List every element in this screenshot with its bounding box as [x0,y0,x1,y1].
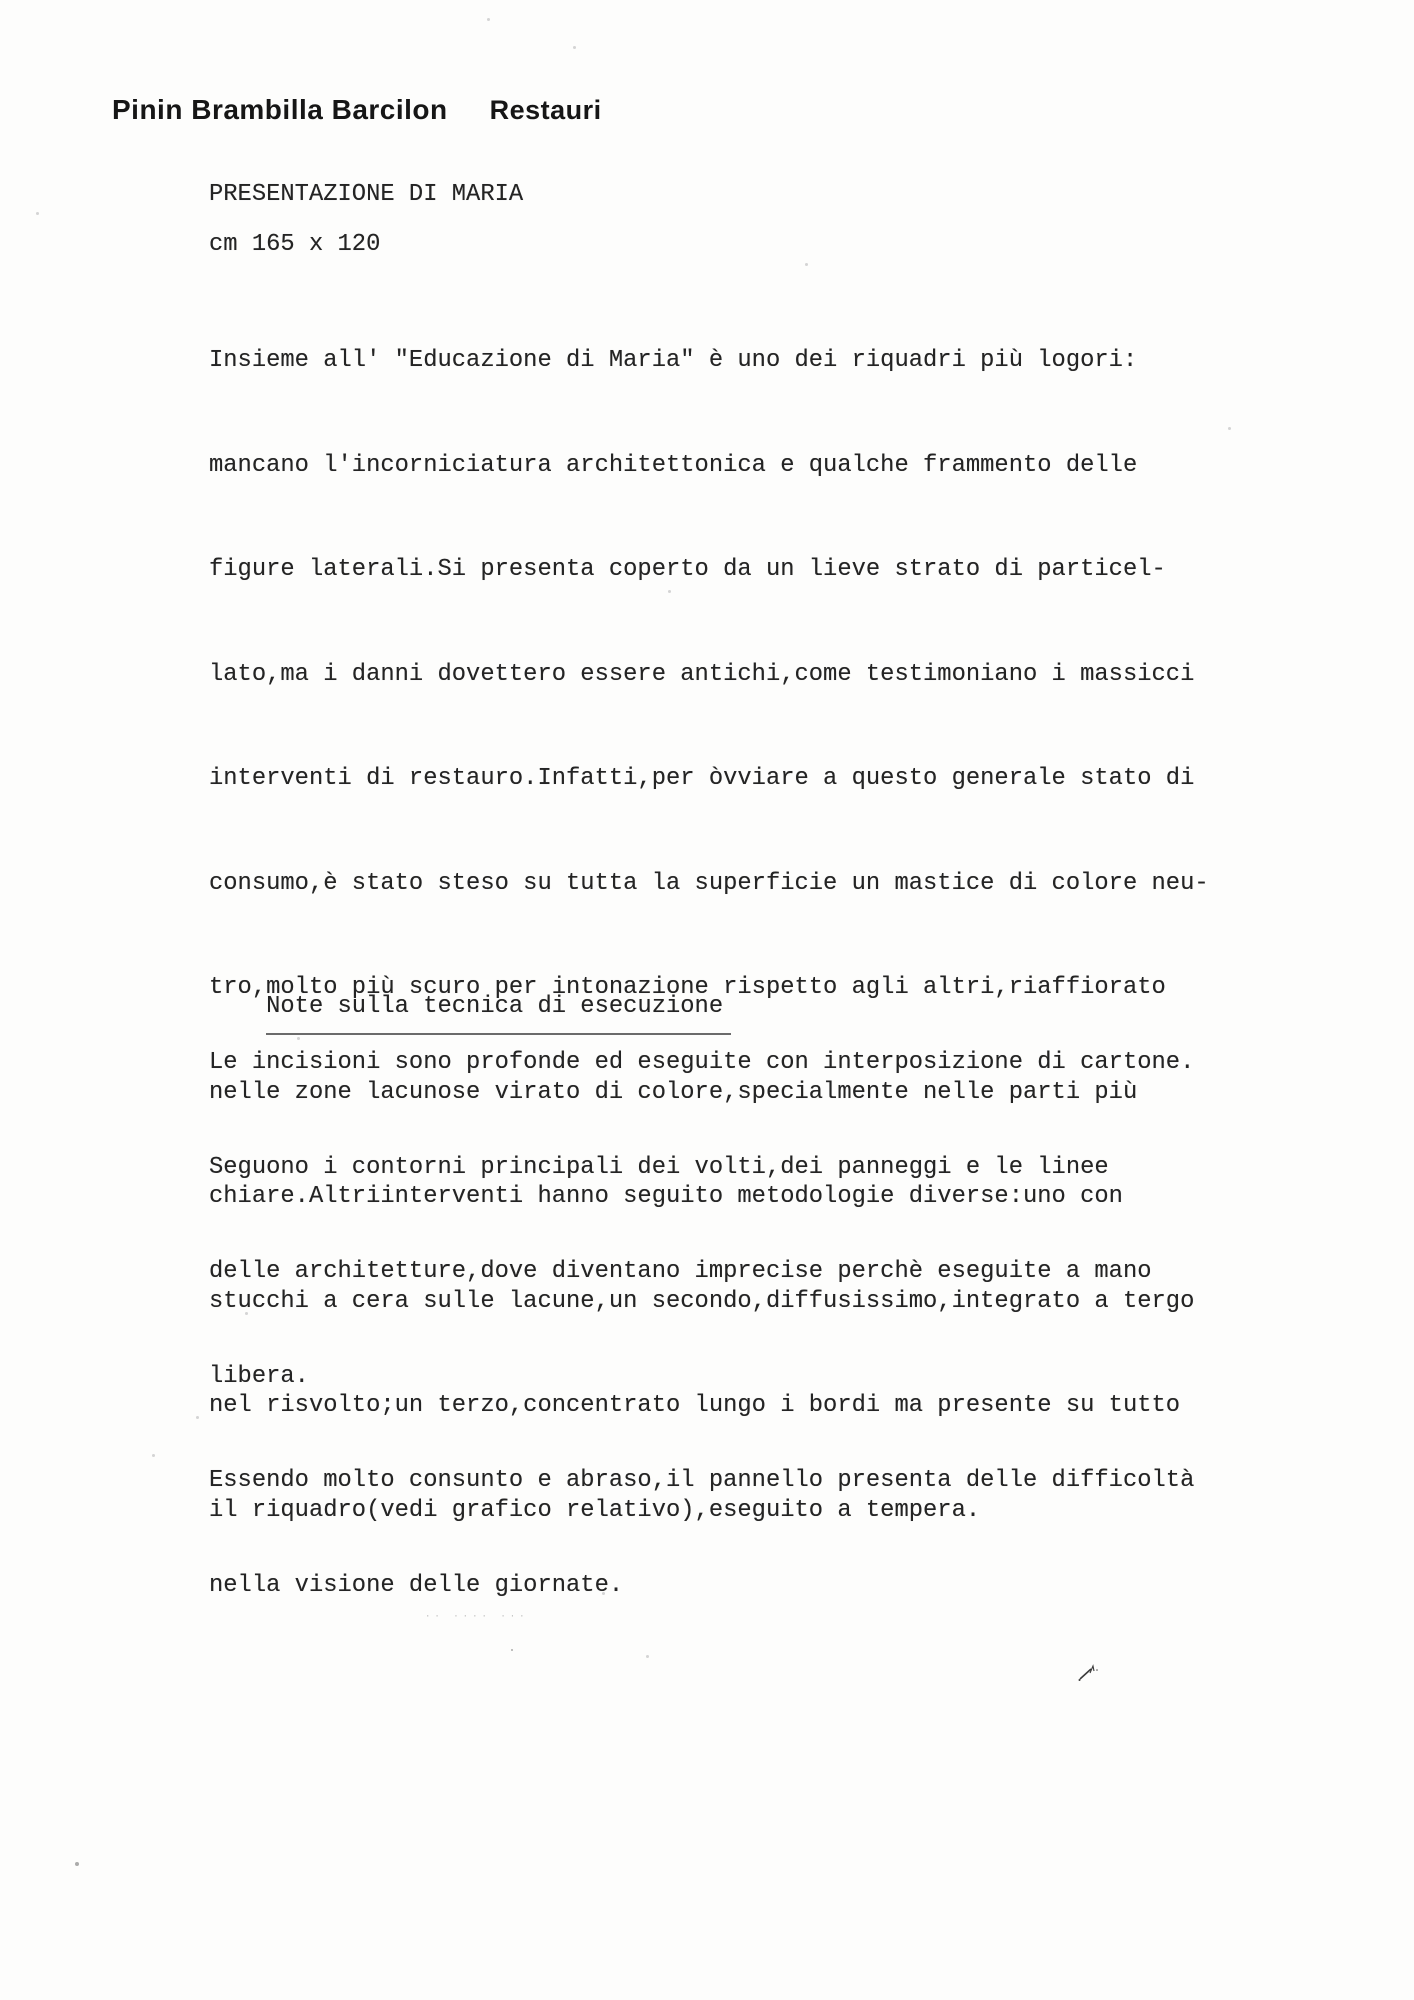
text-line: stucchi a cera sulle lacune,un secondo,diffusissimo,integrato a tergo [209,1287,1195,1315]
scan-speck [36,212,39,215]
section-heading-text: Note sulla tecnica di esecuzione [266,982,731,1035]
scan-speck [196,1416,199,1419]
scan-speck [75,1862,79,1866]
scan-speck [805,263,808,266]
text-line: consumo,è stato steso su tutta la superficie un mastice di colore neu- [209,869,1209,897]
text-line: delle architetture,dove diventano imprecise perchè eseguite a mano [209,1258,1152,1285]
text-line: chiare.Altriinterventi hanno seguito metodologie diverse:uno con [209,1183,1123,1210]
text-line: Le incisioni sono profonde ed eseguite con interposizione di cartone. [209,1049,1195,1076]
text-line: mancano l'incorniciatura architettonica e qualche frammento delle [209,451,1138,479]
text-line: libera. [209,1362,309,1390]
text-line: nelle zone lacunose virato di colore,specialmente nelle parti più [209,1078,1138,1106]
scan-speck [297,1037,300,1040]
pen-scribble-mark [1078,1664,1100,1682]
letterhead-series-title: Restauri [489,95,602,125]
scan-speck [487,18,490,21]
text-line: nella visione delle giornate. [209,1571,624,1599]
text-line: tro,molto più scuro per intonazione rispetto agli altri,riaffiorato [209,974,1166,1001]
text-line: Insieme all' "Educazione di Maria" è uno dei riquadri più logori: [209,347,1138,374]
text-line: nel risvolto;un terzo,concentrato lungo i bordi ma presente su tutto [209,1392,1181,1419]
document-title: PRESENTAZIONE DI MARIA [209,181,524,208]
text-line: Essendo molto consunto e abraso,il pannello presenta delle difficoltà [209,1467,1195,1494]
text-line: Seguono i contorni principali dei volti,dei panneggi e le linee [209,1153,1109,1181]
scan-speck [1142,982,1145,985]
scan-speck [152,1454,155,1457]
text-line: figure laterali.Si presenta coperto da un lieve strato di particel- [209,556,1166,583]
scan-speck [245,1312,248,1315]
scan-speck [228,1275,231,1278]
scan-speck [646,1655,649,1658]
text-line: lato,ma i danni dovettero essere antichi,come testimoniano i massicci [209,660,1195,688]
text-line: interventi di restauro.Infatti,per òvviare a questo generale stato di [209,765,1195,792]
artwork-dimensions: cm 165 x 120 [209,231,381,258]
scan-speck [1228,427,1231,430]
scan-speck [602,1592,605,1595]
letterhead [112,94,602,126]
text-line: il riquadro(vedi grafico relativo),eseguito a tempera. [209,1496,981,1524]
scan-speck [573,46,576,49]
scan-speck [668,590,671,593]
scan-dust-marks: ·· ···· ··· [425,1612,529,1622]
paragraph-technique-notes [209,984,1194,1665]
scan-speck [511,1649,513,1651]
letterhead-author: Pinin Brambilla Barcilon [112,94,448,125]
